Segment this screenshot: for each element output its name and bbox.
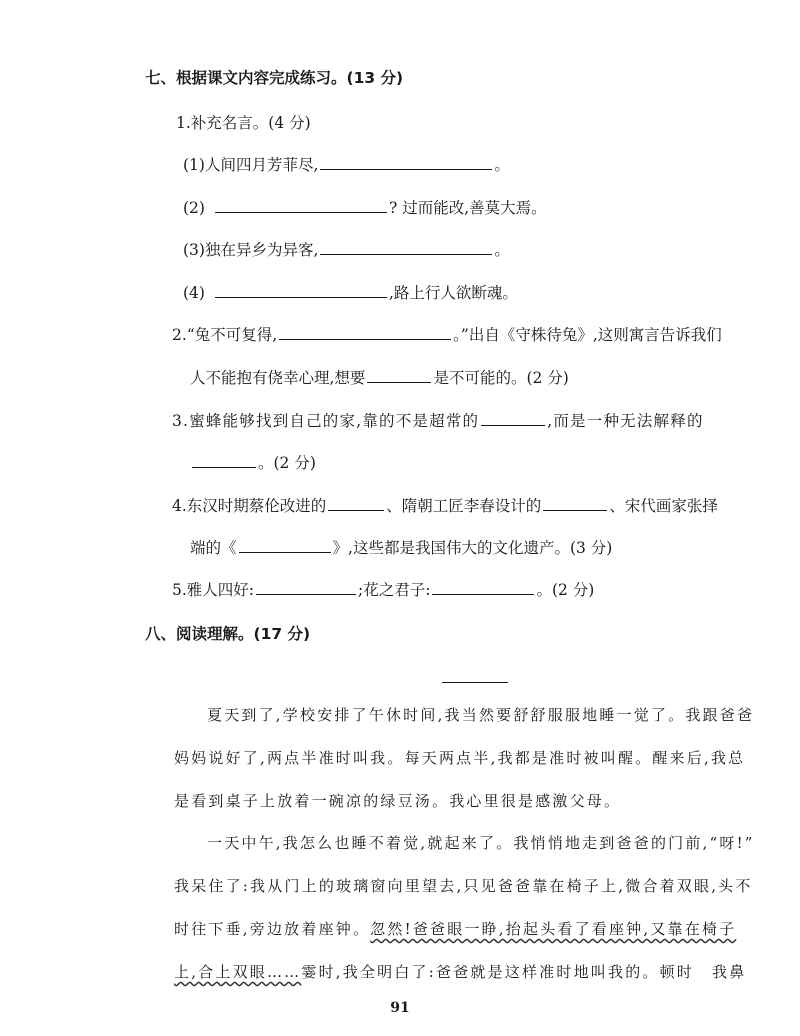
q1-item-3-text: (3)独在异乡为异客, <box>183 241 319 259</box>
q4-text-b: 、隋朝工匠李春设计的 <box>386 497 542 515</box>
q4-text-e: 》,这些都是我国伟大的文化遗产。(3 分) <box>332 539 613 557</box>
q3-text-c: 。(2 分) <box>258 454 316 472</box>
passage-p1-line-1: 夏天到了,学校安排了午休时间,我当然要舒舒服服地睡一觉了。我跟爸爸 <box>207 706 755 724</box>
section-8-title: 八、阅读理解。(17 分) <box>145 625 311 643</box>
passage-p1-line-3: 是看到桌子上放着一碗凉的绿豆汤。我心里很是感激父母。 <box>174 792 622 810</box>
answer-blank[interactable] <box>320 240 492 255</box>
q5-text-b: ;花之君子: <box>358 581 431 599</box>
passage-text: 我鼻 <box>712 963 747 981</box>
q3-text-b: ,而是一种无法解释的 <box>547 412 704 430</box>
passage-title-blank[interactable] <box>442 682 508 683</box>
answer-blank[interactable] <box>192 453 256 468</box>
passage-p2-line-1: 一天中午,我怎么也睡不着觉,就起来了。我悄悄地走到爸爸的门前,“呀!” <box>207 834 755 852</box>
section-7-title: 七、根据课文内容完成练习。(13 分) <box>145 69 404 87</box>
q2-text-a: 2.“兔不可复得, <box>172 326 278 344</box>
q4-text-d: 端的《 <box>190 539 237 557</box>
answer-blank[interactable] <box>320 155 492 170</box>
q2-text-d: 是不可能的。(2 分) <box>433 369 569 387</box>
passage-text: 霎时,我全明白了:爸爸就是这样准时地叫我的。顿时 <box>301 963 694 981</box>
q1-item-2-end: ? 过而能改,善莫大焉。 <box>388 199 547 217</box>
q3-line-1 <box>172 411 704 431</box>
q1-item-3-end: 。 <box>494 241 510 259</box>
q1-item-3 <box>183 240 510 260</box>
answer-blank[interactable] <box>256 580 356 595</box>
q1-item-2-text: (2) <box>183 199 205 217</box>
q4-line-1 <box>172 496 718 516</box>
q4-text-c: 、宋代画家张择 <box>609 497 718 515</box>
q1-item-1 <box>183 155 510 175</box>
q3-line-2 <box>190 453 316 473</box>
answer-blank[interactable] <box>432 580 534 595</box>
q4-text-a: 4.东汉时期蔡伦改进的 <box>172 497 327 515</box>
answer-blank[interactable] <box>279 325 451 340</box>
q1-item-4-text: (4) <box>183 284 205 302</box>
q4-line-2 <box>190 538 612 558</box>
q5-text-c: 。(2 分) <box>536 581 595 599</box>
passage-text: 时往下垂,旁边放着座钟。 <box>174 920 371 938</box>
q2-text-b: 。”出自《守株待兔》,这则寓言告诉我们 <box>453 326 722 344</box>
answer-blank[interactable] <box>215 198 387 213</box>
q5-line <box>172 580 594 600</box>
q1-item-2 <box>183 198 547 218</box>
passage-p2-line-4 <box>174 962 746 982</box>
q1-item-1-end: 。 <box>494 156 510 174</box>
page-number: 91 <box>390 1000 410 1016</box>
q3-text-a: 3.蜜蜂能够找到自己的家,靠的不是超常的 <box>172 412 480 430</box>
passage-p2-line-3 <box>174 919 736 939</box>
q1-item-4 <box>183 283 518 303</box>
wavy-underlined-sentence: 上,合上双眼…… <box>174 963 302 981</box>
answer-blank[interactable] <box>328 496 384 511</box>
answer-blank[interactable] <box>215 283 387 298</box>
answer-blank[interactable] <box>481 411 545 426</box>
q1-heading: 1.补充名言。(4 分) <box>176 114 311 132</box>
wavy-underlined-sentence: 忽然!爸爸眼一睁,抬起头看了看座钟,又靠在椅子 <box>370 920 737 938</box>
q2-line-2 <box>190 368 569 388</box>
answer-blank[interactable] <box>239 538 331 553</box>
answer-blank[interactable] <box>543 496 607 511</box>
passage-p2-line-2: 我呆住了:我从门上的玻璃窗向里望去,只见爸爸靠在椅子上,微合着双眼,头不 <box>174 877 753 895</box>
q5-text-a: 5.雅人四好: <box>172 581 255 599</box>
q2-text-c: 人不能抱有侥幸心理,想要 <box>190 369 366 387</box>
q1-item-4-end: ,路上行人欲断魂。 <box>388 284 518 302</box>
q1-item-1-text: (1)人间四月芳菲尽, <box>183 156 319 174</box>
answer-blank[interactable] <box>367 368 431 383</box>
q2-line-1 <box>172 325 722 345</box>
passage-p1-line-2: 妈妈说好了,两点半准时叫我。每天两点半,我都是准时被叫醒。醒来后,我总 <box>174 749 746 767</box>
